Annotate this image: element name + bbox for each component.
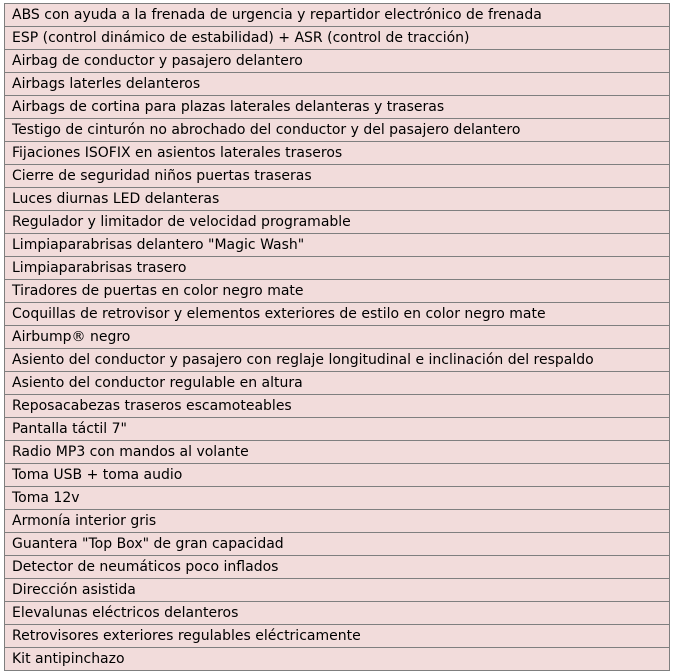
equipment-item: Reposacabezas traseros escamoteables — [5, 395, 670, 418]
table-row — [5, 625, 670, 648]
equipment-item: Fijaciones ISOFIX en asientos laterales traseros — [5, 142, 670, 165]
equipment-item: Regulador y limitador de velocidad programable — [5, 211, 670, 234]
table-row — [5, 395, 670, 418]
equipment-item: Elevalunas eléctricos delanteros — [5, 602, 670, 625]
table-row — [5, 50, 670, 73]
equipment-item: ESP (control dinámico de estabilidad) + ASR (control de tracción) — [5, 27, 670, 50]
equipment-item: Coquillas de retrovisor y elementos exteriores de estilo en color negro mate — [5, 303, 670, 326]
equipment-item: Airbag de conductor y pasajero delantero — [5, 50, 670, 73]
equipment-item: Armonía interior gris — [5, 510, 670, 533]
equipment-item: Toma USB + toma audio — [5, 464, 670, 487]
equipment-item: Airbags de cortina para plazas laterales delanteras y traseras — [5, 96, 670, 119]
equipment-item: Tiradores de puertas en color negro mate — [5, 280, 670, 303]
table-row — [5, 73, 670, 96]
equipment-item: Guantera "Top Box" de gran capacidad — [5, 533, 670, 556]
table-row — [5, 211, 670, 234]
table-row — [5, 257, 670, 280]
table-row — [5, 142, 670, 165]
equipment-item: Limpiaparabrisas delantero "Magic Wash" — [5, 234, 670, 257]
table-row — [5, 188, 670, 211]
table-row — [5, 510, 670, 533]
table-row — [5, 579, 670, 602]
table-row — [5, 533, 670, 556]
table-row — [5, 556, 670, 579]
table-row — [5, 602, 670, 625]
table-row — [5, 4, 670, 27]
equipment-item: Limpiaparabrisas trasero — [5, 257, 670, 280]
equipment-item: Toma 12v — [5, 487, 670, 510]
table-row — [5, 464, 670, 487]
equipment-item: Pantalla táctil 7" — [5, 418, 670, 441]
table-row — [5, 487, 670, 510]
table-row — [5, 165, 670, 188]
table-row — [5, 234, 670, 257]
equipment-item: Retrovisores exteriores regulables eléctricamente — [5, 625, 670, 648]
equipment-table-body — [5, 4, 670, 671]
table-row — [5, 372, 670, 395]
equipment-item: Kit antipinchazo — [5, 648, 670, 671]
table-row — [5, 349, 670, 372]
table-row — [5, 119, 670, 142]
table-row — [5, 27, 670, 50]
equipment-item: Airbags laterles delanteros — [5, 73, 670, 96]
equipment-item: Luces diurnas LED delanteras — [5, 188, 670, 211]
equipment-item: Dirección asistida — [5, 579, 670, 602]
table-row — [5, 326, 670, 349]
equipment-item: Detector de neumáticos poco inflados — [5, 556, 670, 579]
table-row — [5, 441, 670, 464]
table-row — [5, 280, 670, 303]
table-row — [5, 648, 670, 671]
equipment-item: Asiento del conductor y pasajero con reglaje longitudinal e inclinación del respaldo — [5, 349, 670, 372]
table-row — [5, 418, 670, 441]
equipment-item: Cierre de seguridad niños puertas traseras — [5, 165, 670, 188]
equipment-item: Asiento del conductor regulable en altura — [5, 372, 670, 395]
table-row — [5, 303, 670, 326]
equipment-item: Testigo de cinturón no abrochado del conductor y del pasajero delantero — [5, 119, 670, 142]
equipment-item: Radio MP3 con mandos al volante — [5, 441, 670, 464]
table-row — [5, 96, 670, 119]
equipment-item: ABS con ayuda a la frenada de urgencia y repartidor electrónico de frenada — [5, 4, 670, 27]
equipment-item: Airbump® negro — [5, 326, 670, 349]
equipment-table — [4, 3, 670, 671]
